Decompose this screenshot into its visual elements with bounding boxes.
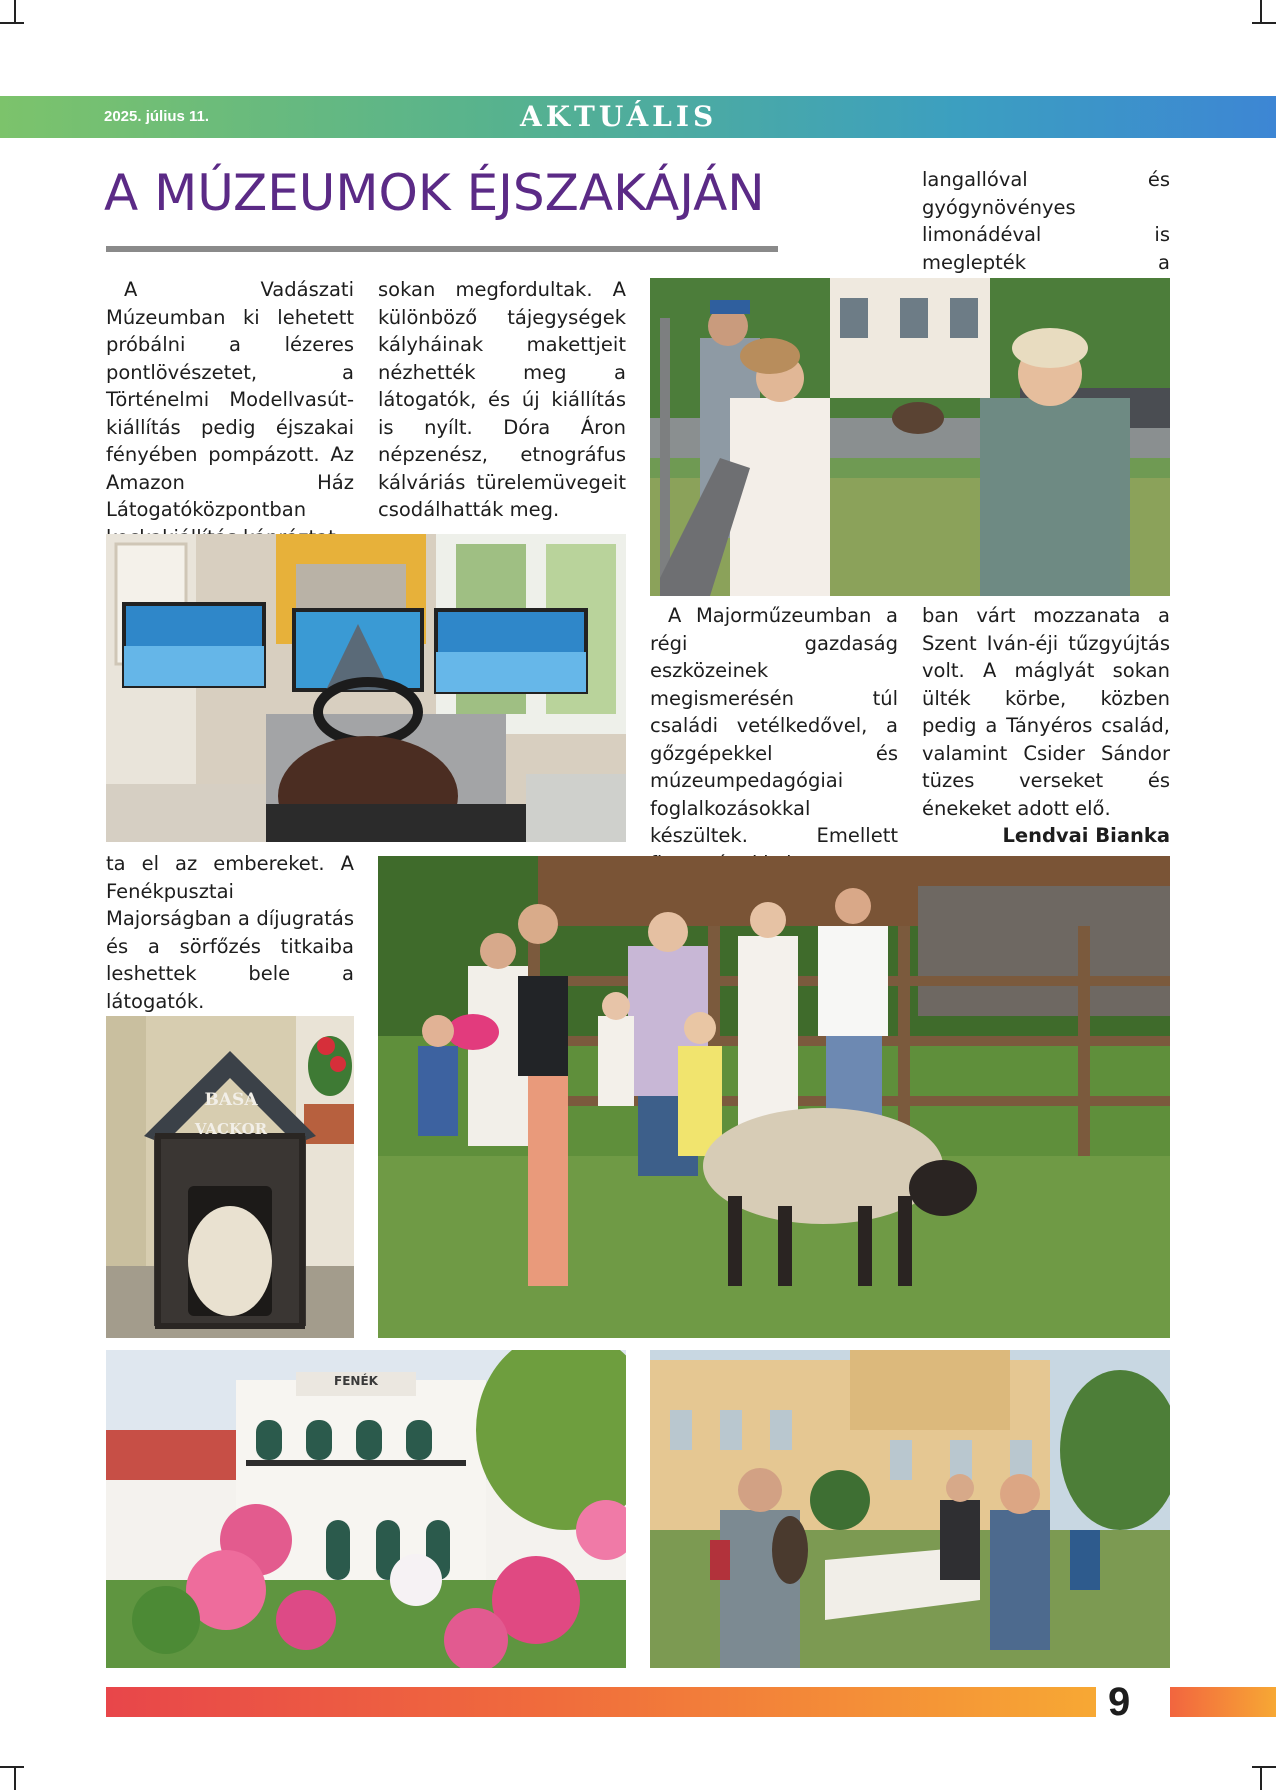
crop-mark xyxy=(1252,22,1276,24)
text-column-2-top xyxy=(378,276,626,524)
page-number: 9 xyxy=(1108,1680,1131,1724)
issue-date: 2025. július 11. xyxy=(104,108,210,125)
photo-doghouse xyxy=(106,1016,354,1338)
crop-mark xyxy=(1260,1766,1262,1790)
section-title: AKTUÁLIS xyxy=(520,100,718,133)
paragraph: A Majorműzeumban a régi gazdaság eszközeinek megismerésén túl családi vetélkedővel, a gőzgépekkel és múzeumpedagógiai foglalkozásokkal készültek. Emellett xyxy=(650,604,898,847)
photo-manor-building xyxy=(106,1350,626,1668)
paragraph: sokan megfordultak. A különböző tájegységek kályháinak makettjeit nézhették meg a látogatók, és új kiállítás is nyílt. Dóra Áron népzenész, etnográfus kálváriás türelemüvegeit csodálhatták meg. xyxy=(378,278,626,521)
crop-mark xyxy=(0,22,24,24)
crop-mark xyxy=(1260,0,1262,24)
footer-bar-right xyxy=(1170,1687,1276,1717)
article-title: A MÚZEUMOK ÉJSZAKÁJÁN xyxy=(104,164,765,222)
paragraph: langallóval és gyógynövényes limonádéval is meglepték a xyxy=(922,168,1170,274)
photo-falcon-handover xyxy=(650,278,1170,596)
crop-mark xyxy=(1252,1766,1276,1768)
paragraph: A Vadászati Múzeumban ki lehetett próbálni a lézeres pontlövészetet, a Történelmi Modellvasút-kiállítás pedig éjszakai fényében pompázott. Az Amazon Ház Látogatóközpontban xyxy=(106,278,354,521)
paragraph: ta el az embereket. A Fenékpusztai Majorságban a díjugratás és a sörfőzés titkaiba leshettek bele a látogatók. xyxy=(106,852,354,1013)
photo-flight-simulator xyxy=(106,534,626,842)
text-column-1-lower xyxy=(106,850,354,1043)
paragraph: ban várt mozzanata a Szent Iván-éji tűzgyújtás volt. A máglyát sokan ülték körbe, közben pedig a Tányéros család, valamint Csider Sándor tüzes verseket és énekeket adott elő. xyxy=(922,604,1170,820)
photo-farm-sheep xyxy=(378,856,1170,1338)
text-column-4-middle xyxy=(922,602,1170,850)
crop-mark xyxy=(0,1766,24,1768)
footer-bar-left xyxy=(106,1687,1096,1717)
text-column-1-top xyxy=(106,276,354,551)
crop-mark xyxy=(14,0,16,24)
title-underline xyxy=(106,246,778,252)
doghouse-sign-2: VACKOR xyxy=(194,1120,268,1138)
building-sign: FENÉK xyxy=(334,1374,378,1388)
crop-mark xyxy=(14,1766,16,1790)
photo-falconer-museum xyxy=(650,1350,1170,1668)
doghouse-sign-1: BASA xyxy=(204,1090,258,1110)
article-author: Lendvai Bianka xyxy=(1002,824,1170,847)
